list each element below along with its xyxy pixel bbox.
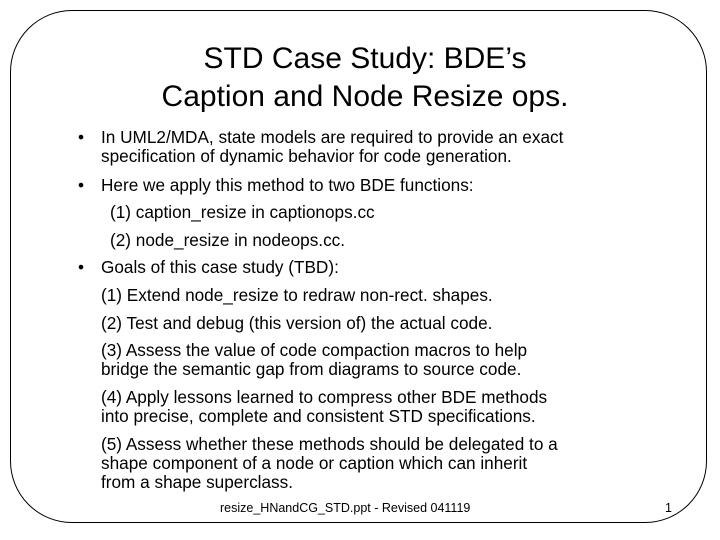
bullet-marker: • — [78, 175, 85, 195]
goal-text: (5) Assess whether these methods should be delegated to a — [101, 434, 558, 454]
goal-text: (3) Assess the value of code compaction macros to help — [101, 340, 528, 360]
bullet-text: In UML2/MDA, state models are required to provide an exact — [101, 127, 564, 147]
bullet-marker: • — [78, 257, 85, 277]
page-number: 1 — [665, 501, 672, 515]
goal-text: into precise, complete and consistent STD specifications. — [101, 406, 536, 426]
footer-text: resize_HNandCG_STD.ppt - Revised 041119 — [220, 501, 471, 515]
bullet-text: Goals of this case study (TBD): — [101, 257, 339, 277]
goal-text: (4) Apply lessons learned to compress other BDE methods — [101, 387, 548, 407]
title-line-2: Caption and Node Resize ops. — [161, 80, 569, 113]
goal-text: (1) Extend node_resize to redraw non-rect. shapes. — [101, 285, 493, 305]
goal-text: shape component of a node or caption which can inherit — [101, 453, 528, 473]
goal-text: bridge the semantic gap from diagrams to source code. — [101, 359, 522, 379]
title-line-1: STD Case Study: BDE’s — [203, 42, 527, 75]
bullet-text: Here we apply this method to two BDE functions: — [101, 175, 474, 195]
goal-text: (2) Test and debug (this version of) the actual code. — [101, 313, 493, 333]
goal-text: from a shape superclass. — [101, 472, 294, 492]
sub-item-text: (2) node_resize in nodeops.cc. — [110, 230, 346, 250]
bullet-marker: • — [78, 127, 85, 147]
sub-item-text: (1) caption_resize in captionops.cc — [110, 202, 375, 222]
bullet-text: specification of dynamic behavior for code generation. — [101, 146, 512, 166]
